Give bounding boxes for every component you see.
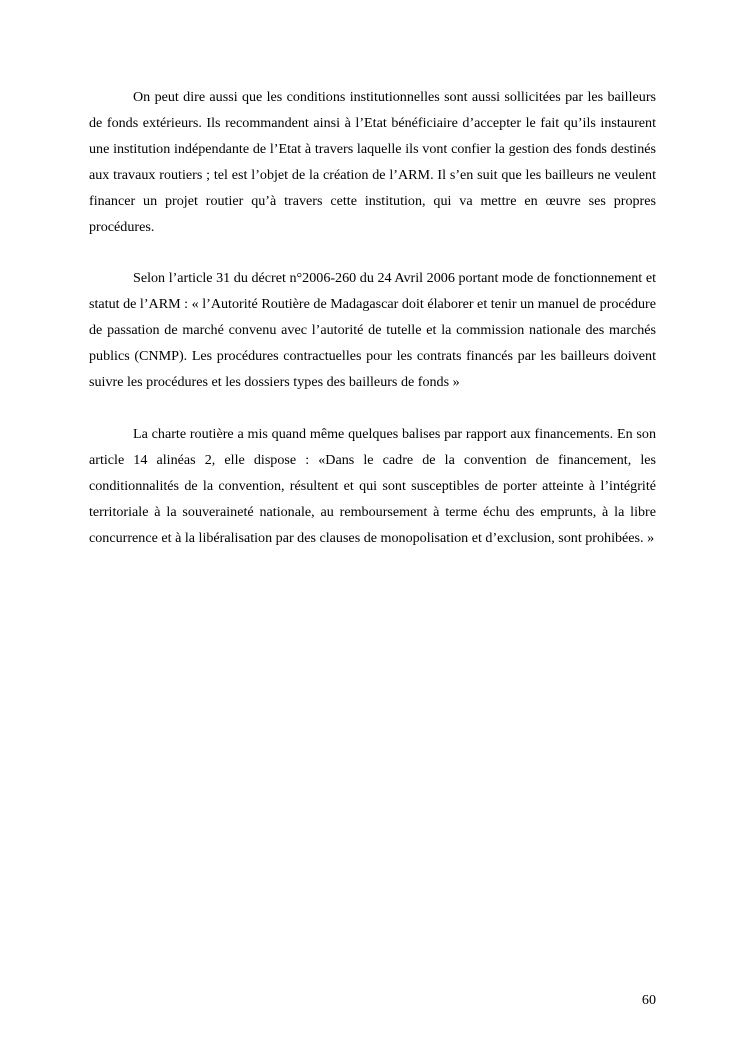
paragraph-road-charter: La charte routière a mis quand même quelques balises par rapport aux financements. En son article 14 alinéas 2, elle dispose : «Dans le cadre de la convention de financement, les conditionnalités de la convention, résultent et qui sont susceptibles de porter atteinte à l’intégrité territoriale à la souveraineté nationale, au remboursement à terme échu des emprunts, à la libre concurrence et à la libéralisation par des clauses de monopolisation et d’exclusion, sont prohibées. » [89,425,656,546]
paragraph-decree-article-31: Selon l’article 31 du décret n°2006-260 du 24 Avril 2006 portant mode de fonctionnement et statut de l’ARM : « l’Autorité Routière de Madagascar doit élaborer et tenir un manuel de procédure de passation de marché convenu avec l’autorité de tutelle et la commission nationale des marchés publics (CNMP). Les procédures contractuelles pour les contrats financés par les bailleurs doivent suivre les procédures et les dossiers types des bailleurs de fonds » [89,270,656,391]
page-number: 60 [641,992,656,1008]
paragraph-institutional-conditions: On peut dire aussi que les conditions institutionnelles sont aussi sollicitées par les bailleurs de fonds extérieurs. Ils recommandent ainsi à l’Etat bénéficiaire d’accepter le fait qu’ils instaurent une institution indépendante de l’Etat à travers laquelle ils vont confier la gestion des fonds destinés aux travaux routiers ; tel est l’objet de la création de l’ARM. Il s’en suit que les bailleurs ne veulent financer un projet routier qu’à travers cette institution, qui va mettre en œuvre ses propres procédures. [89,89,656,235]
body-text [89,85,656,578]
